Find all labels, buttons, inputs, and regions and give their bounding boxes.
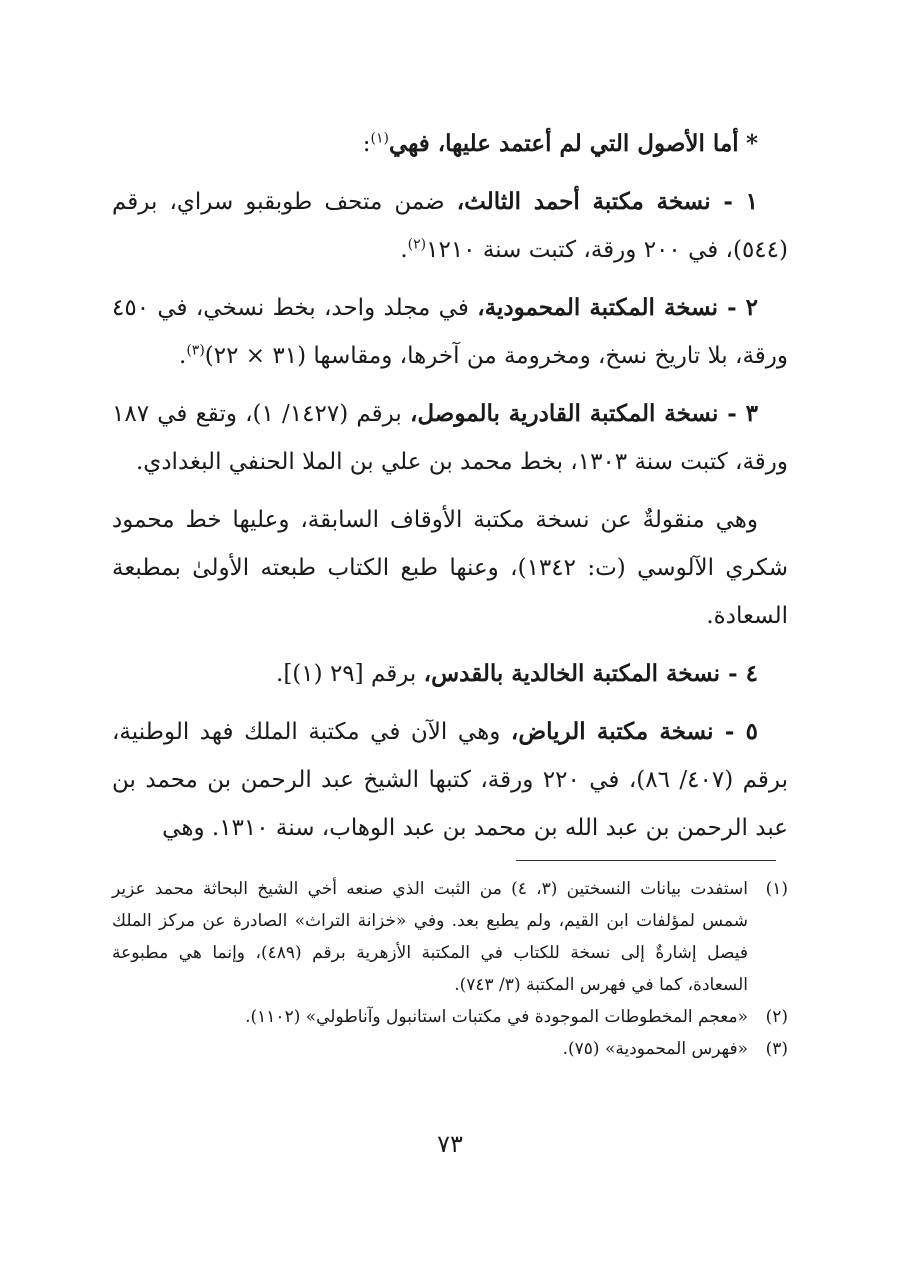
item-2-tail: . xyxy=(179,343,187,369)
footnote-1-number: (١) xyxy=(765,879,788,899)
footnotes xyxy=(112,873,788,1065)
copy-note-paragraph: وهي منقولةٌ عن نسخة مكتبة الأوقاف السابقة، وعليها خط محمود شكري الآلوسي (ت: ١٣٤٢)، وعنها طبع الكتاب طبعته الأولىٰ بمطبعة السعادة. xyxy=(112,507,789,629)
body-text xyxy=(112,120,788,862)
footnote-3 xyxy=(112,1033,788,1065)
item-3-title: ٣ - نسخة المكتبة القادرية بالموصل، xyxy=(409,400,758,427)
manuscript-item-4 xyxy=(112,650,788,698)
heading-colon: : xyxy=(362,131,371,157)
item-5-title: ٥ - نسخة مكتبة الرياض، xyxy=(510,718,759,745)
footnote-3-number: (٣) xyxy=(765,1039,788,1059)
footnote-ref-1[interactable]: (١) xyxy=(370,130,389,147)
footnote-divider xyxy=(516,860,776,861)
item-1-text: ضمن متحف طوبقبو سراي، برقم (٥٤٤)، في ٢٠٠ ورقة، كتبت سنة ١٢١٠ xyxy=(112,189,788,263)
item-4-title: ٤ - نسخة المكتبة الخالدية بالقدس، xyxy=(423,660,758,687)
footnote-2-number: (٢) xyxy=(765,1007,788,1027)
footnote-2 xyxy=(112,1001,788,1033)
item-1-title: ١ - نسخة مكتبة أحمد الثالث، xyxy=(456,188,758,215)
item-2-text: في مجلد واحد، بخط نسخي، في ٤٥٠ ورقة، بلا تاريخ نسخ، ومخرومة من آخرها، ومقاسها (٣١ × ٢٢) xyxy=(112,295,788,369)
footnote-1 xyxy=(112,873,788,1001)
footnote-ref-3[interactable]: (٣) xyxy=(186,342,205,359)
footnote-1-text: استفدت بيانات النسختين (٣، ٤) من الثبت الذي صنعه أخي الشيخ البحاثة محمد عزير شمس لمؤلفات ابن القيم، ولم يطبع بعد. وفي «خزانة التراث» الصادرة عن مركز الملك فيصل إشارةٌ إلى نسخة للكتاب في المكتبة الأزهرية برقم (٤٨٩)، وإنما هي مطبوعة السعادة، كما في فهرس المكتبة (٣/ ٧٤٣). xyxy=(112,879,748,995)
manuscript-item-1 xyxy=(112,178,788,274)
manuscript-item-3 xyxy=(112,390,788,486)
page-number: ٧٣ xyxy=(437,1130,463,1158)
item-1-tail: . xyxy=(400,237,408,263)
manuscript-item-2 xyxy=(112,284,788,380)
heading-star: * xyxy=(745,130,758,157)
manuscript-item-5 xyxy=(112,708,788,852)
item-3-text: برقم (١٤٢٧/ ١)، وتقع في ١٨٧ ورقة، كتبت سنة ١٣٠٣، بخط محمد بن علي بن الملا الحنفي البغدادي. xyxy=(112,401,788,475)
item-2-title: ٢ - نسخة المكتبة المحمودية، xyxy=(477,294,759,321)
heading-text: أما الأصول التي لم أعتمد عليها، فهي xyxy=(388,130,739,157)
footnote-ref-2[interactable]: (٢) xyxy=(407,236,427,253)
footnote-3-text: «فهرس المحمودية» (٧٥). xyxy=(562,1039,748,1059)
section-heading xyxy=(112,120,788,168)
item-4-text: برقم [٢٩ (١)]. xyxy=(276,661,424,687)
footnote-2-text: «معجم المخطوطات الموجودة في مكتبات استانبول وآناطولي» (١١٠٢). xyxy=(245,1007,748,1027)
item-5-text: وهي الآن في مكتبة الملك فهد الوطنية، برقم (٤٠٧/ ٨٦)، في ٢٢٠ ورقة، كتبها الشيخ عبد الرحمن بن محمد بن عبد الرحمن بن عبد الله بن محمد بن عبد الوهاب، سنة ١٣١٠. وهي xyxy=(112,719,788,841)
